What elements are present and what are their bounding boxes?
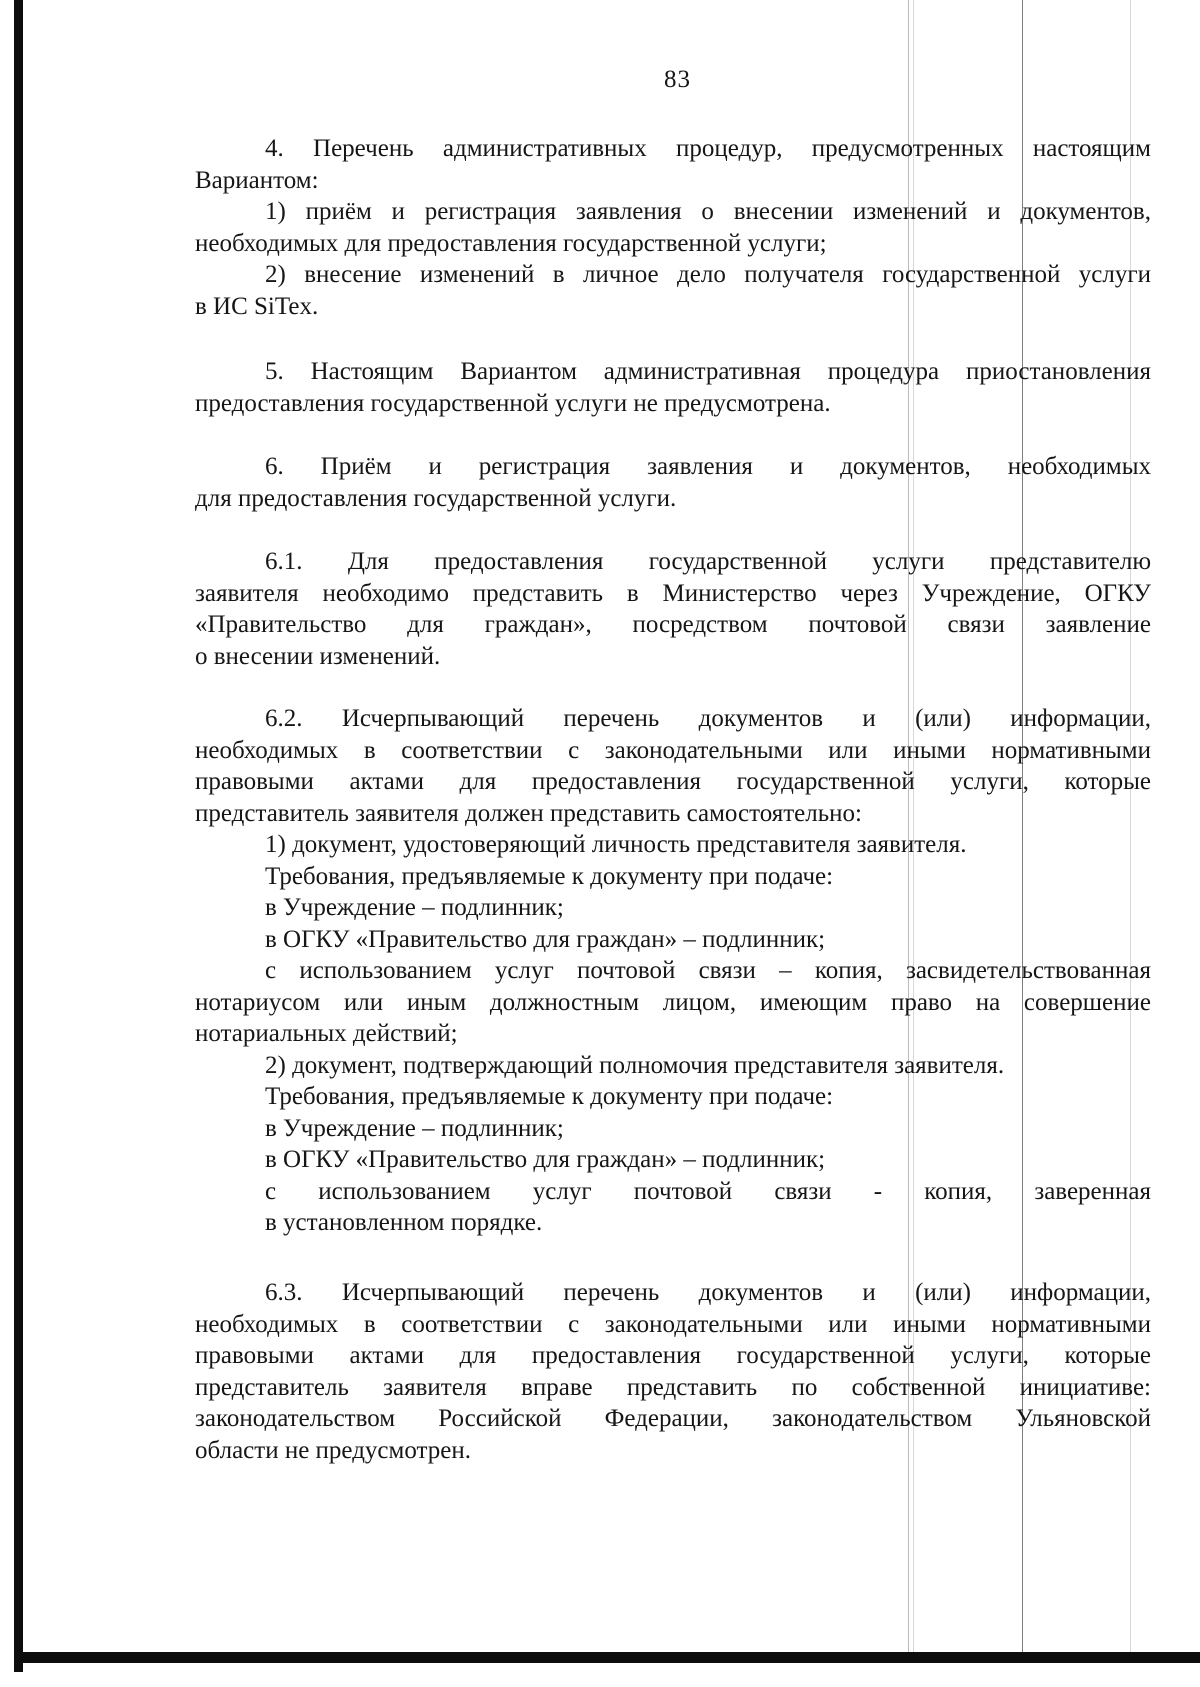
requirement-item: с использованием услуг почтовой связи – копия, засвидетельствованная: [265, 957, 1151, 984]
requirements-heading: Требования, предъявляемые к документу при подаче:: [265, 1083, 834, 1110]
scan-bottom-edge: [14, 1652, 1200, 1663]
requirements-heading: Требования, предъявляемые к документу при подаче:: [265, 862, 834, 890]
requirement-item: в ОГКУ «Правительство для граждан» – подлинник;: [265, 925, 826, 953]
section-6-1: [195, 546, 1151, 672]
requirement-item: в Учреждение – подлинник;: [265, 894, 564, 921]
page-number: 83: [664, 66, 691, 93]
section-4-item-1: необходимых для предоставления государственной услуги;: [195, 229, 827, 257]
requirement-item: с использованием услуг почтовой связи - копия, заверенная: [265, 1177, 1151, 1205]
section-4: [195, 133, 1151, 322]
section-6-1-line: 6.1. Для предоставления государственной услуги представителю: [265, 548, 1151, 575]
section-5-line: 5. Настоящим Вариантом административная процедура приостановления: [265, 358, 1151, 385]
section-6: [195, 451, 1151, 514]
document-item-2: 2) документ, подтверждающий полномочия представителя заявителя.: [265, 1051, 1005, 1079]
section-6-2-line: правовыми актами для предоставления государственной услуги, которые: [195, 768, 1151, 795]
section-6-3-line: необходимых в соответствии с законодательными или иными нормативными: [195, 1310, 1151, 1338]
document-item-1: 1) документ, удостоверяющий личность представителя заявителя.: [265, 831, 967, 858]
section-5-line: предоставления государственной услуги не предусмотрена.: [195, 389, 831, 417]
section-4-line: 4. Перечень административных процедур, предусмотренных настоящим: [265, 135, 1151, 162]
section-6-line: 6. Приём и регистрация заявления и документов, необходимых: [265, 453, 1151, 480]
section-4-line: Вариантом:: [195, 166, 319, 194]
section-6-line: для предоставления государственной услуги.: [195, 484, 677, 512]
scan-left-edge: [14, 0, 23, 1672]
section-6-2: [195, 703, 1151, 1239]
section-6-3-line: представитель заявителя вправе представить по собственной инициативе:: [195, 1373, 1151, 1401]
section-4-item-2: в ИС SiTex.: [195, 292, 319, 320]
section-6-1-line: «Правительство для граждан», посредством почтовой связи заявление: [195, 611, 1151, 638]
requirement-item: в ОГКУ «Правительство для граждан» – подлинник;: [265, 1146, 826, 1173]
requirement-item: в Учреждение – подлинник;: [265, 1114, 564, 1142]
section-6-3-line: правовыми актами для предоставления государственной услуги, которые: [195, 1342, 1151, 1369]
requirement-item: нотариальных действий;: [195, 1020, 458, 1047]
requirement-item: нотариусом или иным должностным лицом, имеющим право на совершение: [195, 988, 1151, 1016]
section-4-item-2: 2) внесение изменений в личное дело получателя государственной услуги: [265, 261, 1151, 288]
section-6-2-line: 6.2. Исчерпывающий перечень документов и (или) информации,: [265, 705, 1151, 732]
section-4-item-1: 1) приём и регистрация заявления о внесении изменений и документов,: [265, 198, 1151, 225]
section-6-2-line: необходимых в соответствии с законодательными или иными нормативными: [195, 736, 1151, 764]
requirement-item: в установленном порядке.: [265, 1209, 543, 1236]
section-6-3-line: области не предусмотрен.: [195, 1436, 471, 1464]
section-6-1-line: заявителя необходимо представить в Министерство через Учреждение, ОГКУ: [195, 579, 1151, 607]
section-6-2-line: представитель заявителя должен представить самостоятельно:: [195, 799, 862, 827]
section-5: [195, 356, 1151, 419]
section-6-3-line: законодательством Российской Федерации, законодательством Ульяновской: [195, 1405, 1151, 1432]
section-6-3-line: 6.3. Исчерпывающий перечень документов и (или) информации,: [265, 1279, 1151, 1306]
section-6-3: [195, 1277, 1151, 1466]
section-6-1-line: о внесении изменений.: [195, 642, 441, 670]
